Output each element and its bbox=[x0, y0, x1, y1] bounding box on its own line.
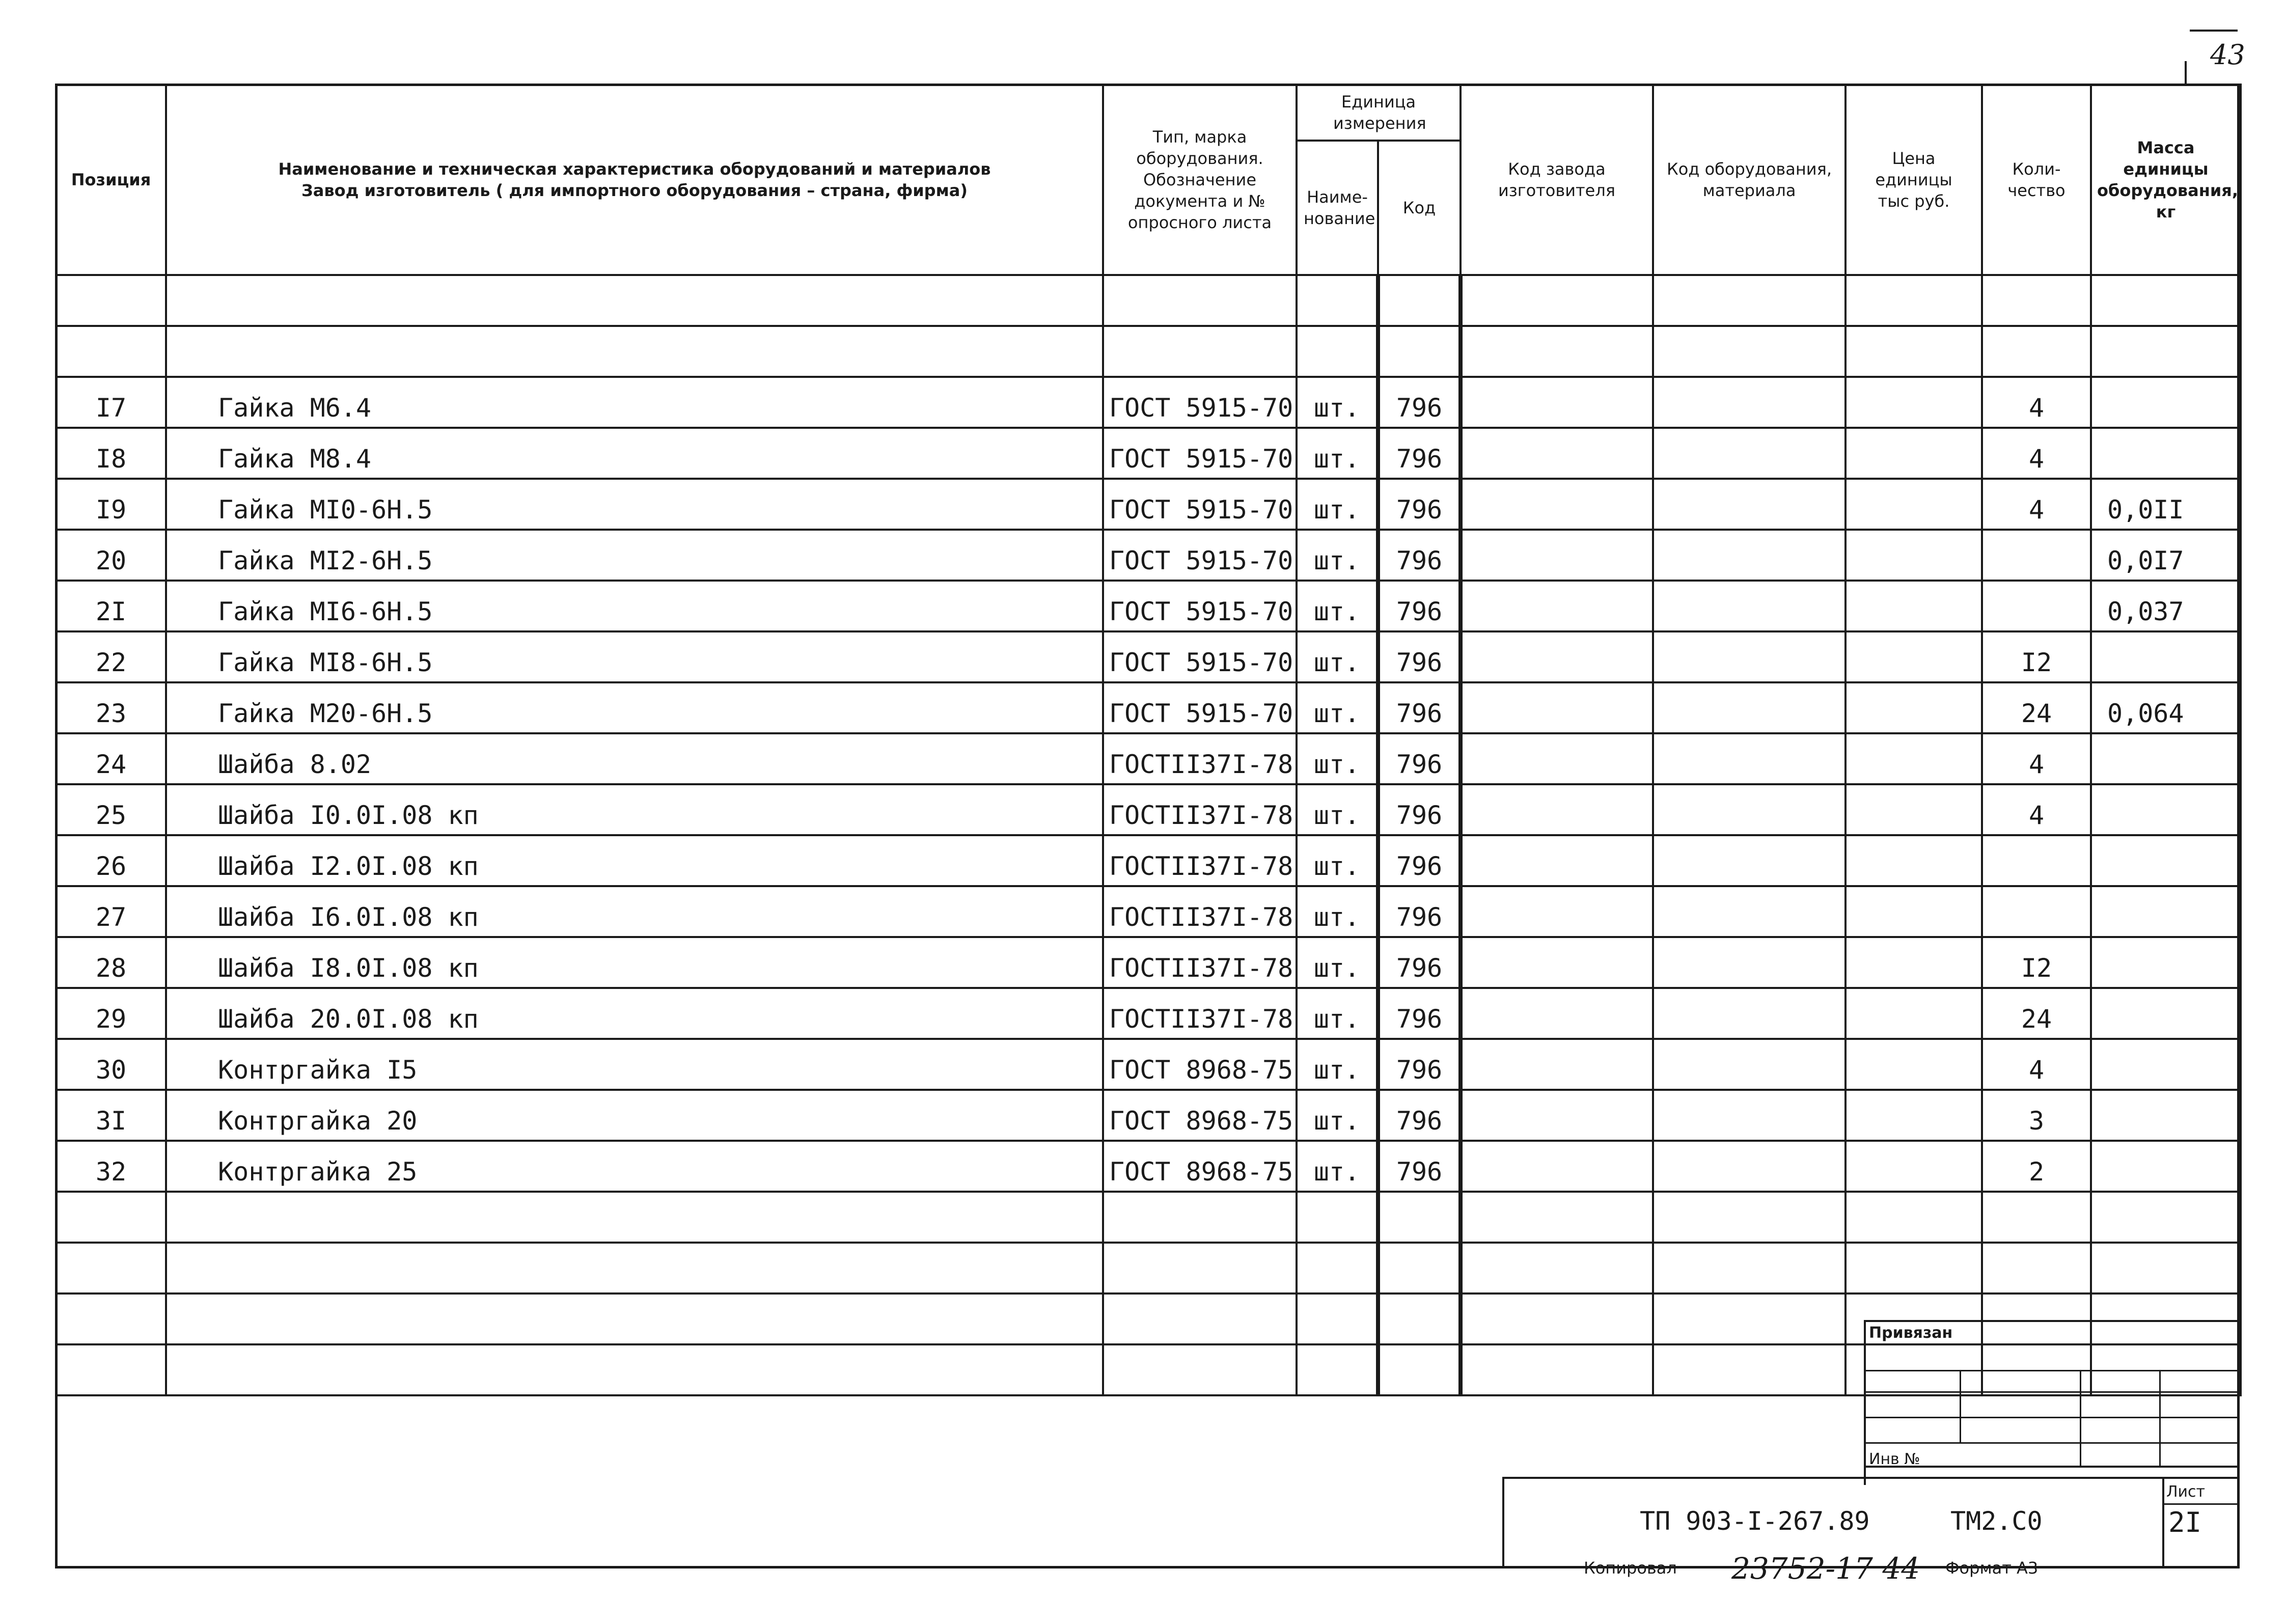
bound-label: Привязан bbox=[1869, 1324, 1953, 1342]
unit-code-cell: 796 bbox=[1378, 733, 1461, 784]
header-factory-code: Код завода изготовителя bbox=[1461, 85, 1653, 275]
document-cell: ГОСТII37I-78 bbox=[1103, 988, 1297, 1039]
document-cell: ГОСТII37I-78 bbox=[1103, 835, 1297, 886]
document-section: ТМ2.С0 bbox=[1950, 1506, 2043, 1536]
position-cell: 22 bbox=[56, 631, 166, 682]
page-number-tick bbox=[2185, 61, 2187, 84]
sheet-number: 2I bbox=[2168, 1506, 2202, 1538]
mass-cell: 0,064 bbox=[2091, 682, 2241, 733]
stamp-line bbox=[1864, 1466, 2240, 1468]
quantity-cell: 4 bbox=[1982, 479, 2091, 530]
stamp-divider bbox=[2159, 1370, 2161, 1467]
document-cell: ГОСТ 5915-70 bbox=[1103, 428, 1297, 479]
document-cell: ГОСТ 5915-70 bbox=[1103, 631, 1297, 682]
unit-name-cell: шт. bbox=[1297, 988, 1378, 1039]
quantity-cell: 4 bbox=[1982, 428, 2091, 479]
item-name-cell: Контргайка I5 bbox=[166, 1039, 1103, 1090]
unit-code-cell: 796 bbox=[1378, 835, 1461, 886]
format-label: Формат А3 bbox=[1945, 1558, 2039, 1578]
position-cell: I9 bbox=[56, 479, 166, 530]
page-number: 43 bbox=[2210, 39, 2245, 71]
unit-code-cell: 796 bbox=[1378, 631, 1461, 682]
item-name-cell: Гайка M6.4 bbox=[166, 377, 1103, 428]
title-frame-top bbox=[1502, 1477, 2240, 1479]
mass-cell: 0,0I7 bbox=[2091, 530, 2241, 581]
unit-name-cell: шт. bbox=[1297, 1039, 1378, 1090]
item-name-cell: Шайба I2.0I.08 кп bbox=[166, 835, 1103, 886]
quantity-cell: 24 bbox=[1982, 988, 2091, 1039]
unit-name-cell: шт. bbox=[1297, 1090, 1378, 1141]
unit-name-cell: шт. bbox=[1297, 886, 1378, 937]
unit-name-cell: шт. bbox=[1297, 1141, 1378, 1192]
unit-name-cell: шт. bbox=[1297, 784, 1378, 835]
document-cell: ГОСТ 8968-75 bbox=[1103, 1090, 1297, 1141]
unit-name-cell: шт. bbox=[1297, 428, 1378, 479]
unit-name-cell: шт. bbox=[1297, 682, 1378, 733]
unit-name-cell: шт. bbox=[1297, 835, 1378, 886]
document-cell: ГОСТII37I-78 bbox=[1103, 784, 1297, 835]
header-unit-code: Код bbox=[1378, 141, 1461, 275]
item-name-cell: Гайка MI6-6H.5 bbox=[166, 581, 1103, 631]
inventory-label: Инв № bbox=[1869, 1450, 1920, 1468]
quantity-cell: 4 bbox=[1982, 733, 2091, 784]
position-cell: 27 bbox=[56, 886, 166, 937]
item-name-cell: Гайка MI0-6H.5 bbox=[166, 479, 1103, 530]
item-name-cell: Шайба I8.0I.08 кп bbox=[166, 937, 1103, 988]
unit-code-cell: 796 bbox=[1378, 682, 1461, 733]
stamp-divider bbox=[1960, 1370, 1961, 1442]
quantity-cell: I2 bbox=[1982, 937, 2091, 988]
item-name-cell: Шайба I6.0I.08 кп bbox=[166, 886, 1103, 937]
unit-code-cell: 796 bbox=[1378, 1039, 1461, 1090]
position-cell: 26 bbox=[56, 835, 166, 886]
quantity-cell: 4 bbox=[1982, 1039, 2091, 1090]
unit-code-cell: 796 bbox=[1378, 988, 1461, 1039]
document-cell: ГОСТ 8968-75 bbox=[1103, 1141, 1297, 1192]
position-cell: 3I bbox=[56, 1090, 166, 1141]
unit-code-cell: 796 bbox=[1378, 581, 1461, 631]
unit-code-cell: 796 bbox=[1378, 530, 1461, 581]
stamp-line bbox=[1864, 1417, 2240, 1418]
unit-name-cell: шт. bbox=[1297, 937, 1378, 988]
stamp-line bbox=[1864, 1442, 2240, 1444]
header-mass: Масса единицы оборудования, кг bbox=[2091, 85, 2241, 275]
position-cell: 23 bbox=[56, 682, 166, 733]
position-cell: 2I bbox=[56, 581, 166, 631]
mass-cell: 0,0II bbox=[2091, 479, 2241, 530]
header-equipment-code: Код оборудования, материала bbox=[1653, 85, 1846, 275]
sheet-divider bbox=[2162, 1477, 2164, 1568]
unit-code-cell: 796 bbox=[1378, 784, 1461, 835]
position-cell: 29 bbox=[56, 988, 166, 1039]
quantity-cell: 4 bbox=[1982, 784, 2091, 835]
unit-name-cell: шт. bbox=[1297, 530, 1378, 581]
unit-code-cell: 796 bbox=[1378, 479, 1461, 530]
stamp-divider bbox=[2080, 1370, 2081, 1467]
document-cell: ГОСТ 5915-70 bbox=[1103, 377, 1297, 428]
document-cell: ГОСТ 5915-70 bbox=[1103, 530, 1297, 581]
unit-name-cell: шт. bbox=[1297, 479, 1378, 530]
item-name-cell: Гайка M8.4 bbox=[166, 428, 1103, 479]
page-number-mark bbox=[2190, 30, 2238, 32]
sheet-divider-h bbox=[2162, 1503, 2240, 1505]
position-cell: 20 bbox=[56, 530, 166, 581]
position-cell: 28 bbox=[56, 937, 166, 988]
quantity-cell: 4 bbox=[1982, 377, 2091, 428]
document-cell: ГОСТ 8968-75 bbox=[1103, 1039, 1297, 1090]
position-cell: I8 bbox=[56, 428, 166, 479]
sheet-label: Лист bbox=[2166, 1483, 2206, 1501]
item-name-cell: Шайба I0.0I.08 кп bbox=[166, 784, 1103, 835]
header-type-mark: Тип, марка оборудования. Обозначение документа и № опросного листа bbox=[1103, 85, 1297, 275]
unit-code-cell: 796 bbox=[1378, 1141, 1461, 1192]
mass-cell: 0,037 bbox=[2091, 581, 2241, 631]
document-cell: ГОСТ 5915-70 bbox=[1103, 682, 1297, 733]
title-block bbox=[1864, 1320, 2240, 1485]
document-cell: ГОСТII37I-78 bbox=[1103, 937, 1297, 988]
unit-name-cell: шт. bbox=[1297, 581, 1378, 631]
unit-code-cell: 796 bbox=[1378, 1090, 1461, 1141]
item-name-cell: Шайба 20.0I.08 кп bbox=[166, 988, 1103, 1039]
document-cell: ГОСТ 5915-70 bbox=[1103, 581, 1297, 631]
copied-label: Копировал bbox=[1584, 1558, 1677, 1578]
stamp-line bbox=[1864, 1370, 2240, 1371]
handwritten-number: 23752-17 44 bbox=[1731, 1551, 1920, 1586]
quantity-cell: 2 bbox=[1982, 1141, 2091, 1192]
header-name-line2: Завод изготовитель ( для импортного оборудования – страна, фирма) bbox=[301, 181, 968, 200]
header-unit-name: Наиме-нование bbox=[1297, 141, 1378, 275]
quantity-cell: 3 bbox=[1982, 1090, 2091, 1141]
item-name-cell: Контргайка 25 bbox=[166, 1141, 1103, 1192]
header-quantity: Коли-чество bbox=[1982, 85, 2091, 275]
unit-code-cell: 796 bbox=[1378, 886, 1461, 937]
item-name-cell: Гайка M20-6H.5 bbox=[166, 682, 1103, 733]
stamp-line bbox=[1864, 1391, 2240, 1393]
position-cell: 25 bbox=[56, 784, 166, 835]
unit-name-cell: шт. bbox=[1297, 631, 1378, 682]
item-name-cell: Шайба 8.02 bbox=[166, 733, 1103, 784]
title-frame-left bbox=[1502, 1477, 1504, 1568]
unit-code-cell: 796 bbox=[1378, 937, 1461, 988]
quantity-cell: 24 bbox=[1982, 682, 2091, 733]
unit-name-cell: шт. bbox=[1297, 733, 1378, 784]
unit-code-cell: 796 bbox=[1378, 428, 1461, 479]
header-price: Цена единицы тыс руб. bbox=[1846, 85, 1982, 275]
position-cell: 24 bbox=[56, 733, 166, 784]
header-unit-group: Единица измерения bbox=[1297, 85, 1461, 141]
item-name-cell: Контргайка 20 bbox=[166, 1090, 1103, 1141]
unit-code-cell: 796 bbox=[1378, 377, 1461, 428]
position-cell: 32 bbox=[56, 1141, 166, 1192]
unit-name-cell: шт. bbox=[1297, 377, 1378, 428]
document-code: ТП 903-I-267.89 bbox=[1640, 1506, 1870, 1536]
document-cell: ГОСТII37I-78 bbox=[1103, 886, 1297, 937]
position-cell: I7 bbox=[56, 377, 166, 428]
position-cell: 30 bbox=[56, 1039, 166, 1090]
item-name-cell: Гайка MI8-6H.5 bbox=[166, 631, 1103, 682]
document-cell: ГОСТ 5915-70 bbox=[1103, 479, 1297, 530]
item-name-cell: Гайка MI2-6H.5 bbox=[166, 530, 1103, 581]
quantity-cell: I2 bbox=[1982, 631, 2091, 682]
header-position: Позиция bbox=[56, 85, 166, 275]
document-cell: ГОСТII37I-78 bbox=[1103, 733, 1297, 784]
header-name-line1: Наименование и техническая характеристика оборудований и материалов bbox=[278, 159, 991, 179]
